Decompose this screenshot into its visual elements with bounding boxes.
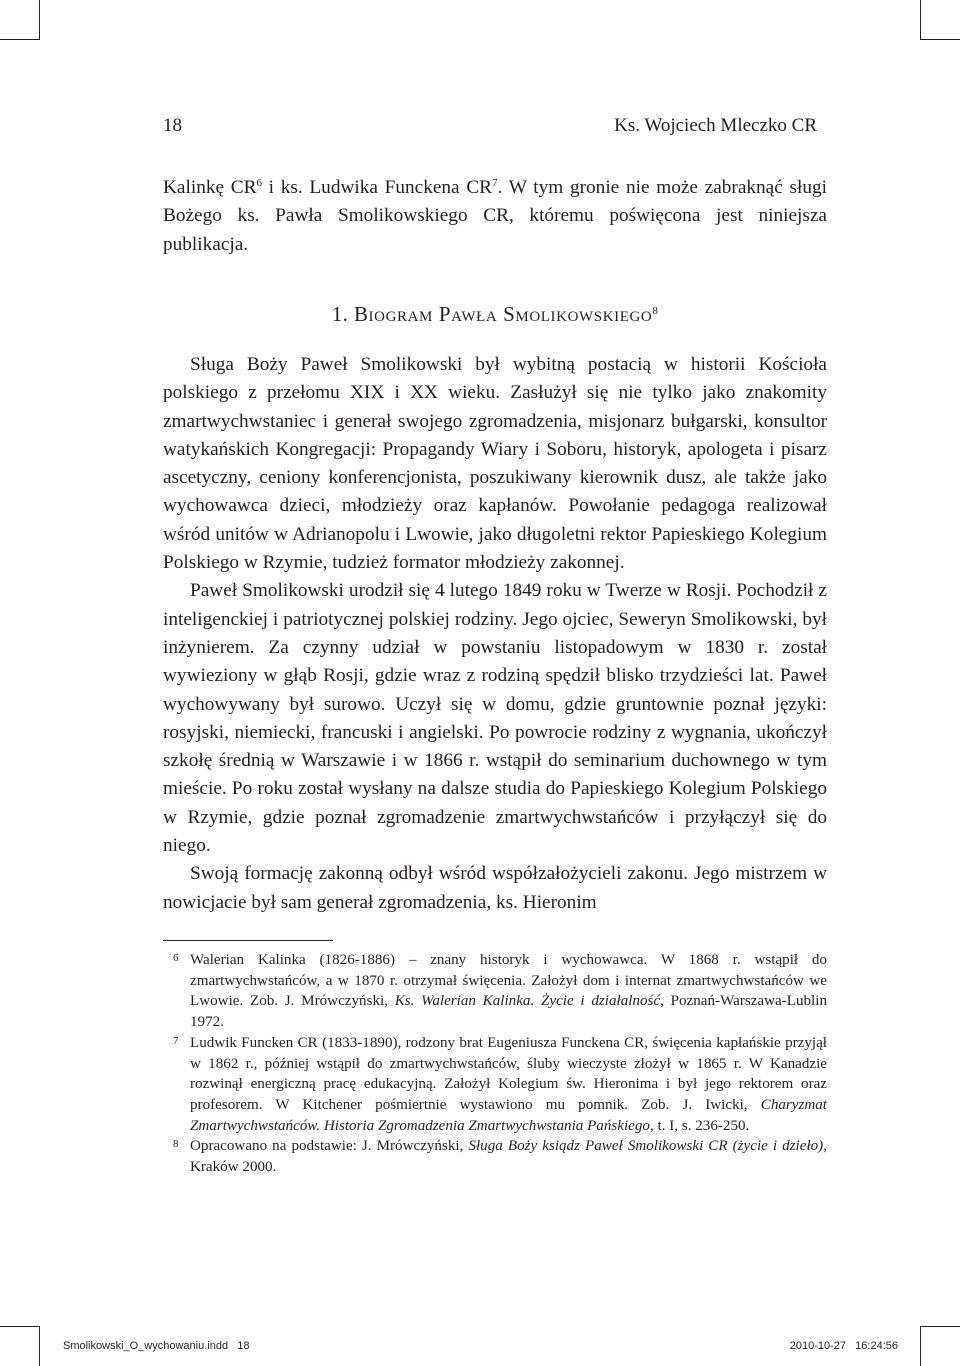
footnote-number: 7 [173, 1034, 179, 1047]
intro-paragraph [163, 174, 827, 259]
footnote-text: Ludwik Funcken CR (1833-1890), rodzony brat Eugeniusza Funckena CR, święcenia kapłańskie przyjął w 1862 r., później wstąpił do zmartwychwstańców, śluby wieczyste złożył w 1865 r. W Kanadzie rozwinął energiczną pracę edukacyjną. Założył Kolegium św. Hieronima i był jego rektorem oraz profesorem. W Kitchener pośmiertnie wystawiono mu pomnik. Zob. J. Iwicki, [190, 1034, 827, 1113]
footnote-ref-6: 6 [256, 177, 262, 189]
footnotes [163, 950, 827, 1178]
footnote-8 [163, 1136, 827, 1177]
intro-text-2: i ks. Ludwika Funckena CR [261, 177, 493, 198]
footnote-7 [163, 1033, 827, 1137]
crop-mark-bottom-left-h [0, 1326, 40, 1327]
footnote-number: 6 [173, 952, 179, 964]
paragraph: Sługa Boży Paweł Smolikowski był wybitną postacią w historii Kościoła polskiego z przełomu XIX i XX wieku. Zasłużył się nie tylko jako znakomity zmartwychwstaniec i generał swojego zgromadzenia, misjonarz bułgarski, konsultor watykańskich Kongregacji: Propagandy Wiary i Soboru, historyk, apologeta i pisarz ascetyczny, ceniony konferencjonista, poszukiwany kierownik dusz, ale także jako wychowawca dzieci, młodzieży oraz kapłanów. Powołanie pedagoga realizował wśród unitów w Adrianopolu i Lwowie, jako długoletni rektor Papieskiego Kolegium Polskiego w Rzymie, tudzież formator młodzieży zakonnej. [163, 354, 827, 574]
crop-mark-top-right [920, 0, 921, 40]
paragraph: Swoją formację zakonną odbył wśród współzałożycieli zakonu. Jego mistrzem w nowicjacie był sam generał zgromadzenia, ks. Hieronim [163, 863, 827, 913]
footnote-ref-8: 8 [652, 305, 659, 317]
running-head-author: Ks. Wojciech Mleczko CR [614, 115, 817, 136]
footnote-tail: , Poznań-Warszawa-Lublin 1972. [190, 993, 827, 1031]
crop-mark-bottom-left [39, 1326, 40, 1366]
footnote-tail: , t. I, s. 236-250. [649, 1117, 750, 1134]
footnote-text: Opracowano na podstawie: J. Mrówczyński, [190, 1138, 469, 1155]
footnote-separator [163, 940, 333, 941]
section-number: 1. [331, 302, 349, 326]
footnote-6 [163, 950, 827, 1033]
page-number: 18 [163, 115, 182, 136]
slug-filename: Smolikowski_O_wychowaniu.indd 18 [63, 1340, 250, 1352]
section-heading [163, 300, 827, 328]
footnote-ref-7: 7 [492, 177, 498, 189]
intro-text-3: . W tym gronie nie może zabraknąć sługi Bożego ks. Pawła Smolikowskiego CR, któremu poświęcona jest niniejsza publikacja. [163, 177, 827, 255]
crop-mark-bottom-right [920, 1326, 921, 1366]
footnote-italic: Sługa Boży ksiądz Paweł Smolikowski CR (życie i dzieło) [468, 1138, 824, 1155]
footnote-italic: Ks. Walerian Kalinka. Życie i działalność [394, 993, 661, 1010]
footnote-text: Walerian Kalinka (1826-1886) – znany historyk i wychowawca. W 1868 r. wstąpił do zmartwychwstańców, a w 1870 r. otrzymał święcenia. Założył dom i internat zmartwychwstańców we Lwowie. Zob. J. Mrówczyński, [190, 952, 827, 1010]
crop-mark-top-left [39, 0, 40, 40]
body-text [163, 351, 827, 917]
footnote-italic: Charyzmat Zmartwychwstańców. Historia Zgromadzenia Zmartwychwstania Pańskiego [190, 1096, 827, 1134]
slug-timestamp: 2010-10-27 16:24:56 [789, 1340, 898, 1352]
crop-mark-top-left-h [0, 39, 40, 40]
crop-mark-bottom-right-h [920, 1326, 960, 1327]
footnote-number: 8 [173, 1138, 179, 1151]
paragraph: Paweł Smolikowski urodził się 4 lutego 1849 roku w Twerze w Rosji. Pochodził z inteligenckiej i patriotycznej polskiej rodziny. Jego ojciec, Seweryn Smolikowski, był inżynierem. Za czynny udział w powstaniu listopadowym w 1830 r. został wywieziony w głąb Rosji, gdzie wraz z rodziną spędził blisko trzydzieści lat. Paweł wychowywany był surowo. Uczył się w domu, gdzie gruntownie poznał języki: rosyjski, niemiecki, francuski i angielski. Po powrocie rodziny z wygnania, ukończył szkołę średnią w Warszawie i w 1866 r. wstąpił do seminarium duchownego w tym mieście. Po roku został wysłany na dalsze studia do Papieskiego Kolegium Polskiego w Rzymie, gdzie poznał zgromadzenie zmartwychwstańców i przyłączył się do niego. [163, 580, 827, 857]
section-title: Biogram Pawła Smolikowskiego [353, 302, 653, 326]
intro-text-1: Kalinkę CR [163, 177, 257, 198]
crop-mark-top-right-h [920, 39, 960, 40]
footnote-tail: , Kraków 2000. [190, 1138, 827, 1176]
